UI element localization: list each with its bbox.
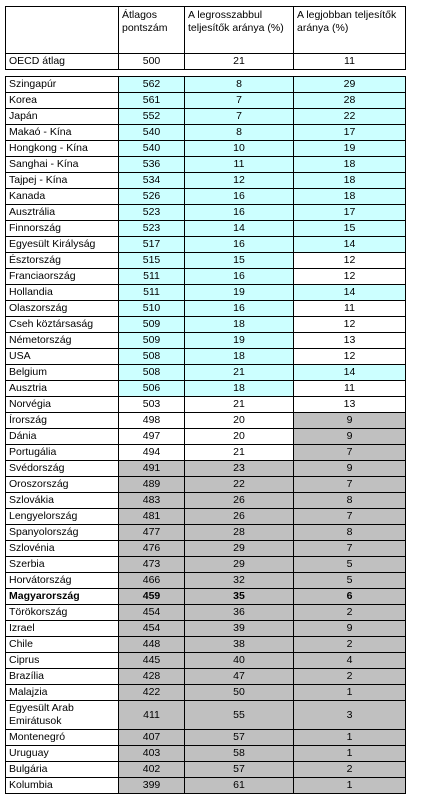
top-performers-cell: 1	[294, 685, 406, 701]
average-score-cell: 497	[119, 429, 185, 445]
low-performers-cell: 22	[185, 477, 294, 493]
country-name: Uruguay	[6, 746, 119, 762]
average-score-cell: 517	[119, 237, 185, 253]
header-low-performers: A legrosszabbul teljesítők aránya (%)	[185, 7, 294, 54]
top-performers-cell: 8	[294, 493, 406, 509]
results-table	[5, 6, 406, 794]
top-performers-cell: 14	[294, 365, 406, 381]
low-performers-cell: 61	[185, 778, 294, 794]
spacer-cell	[294, 70, 406, 77]
top-performers-cell: 7	[294, 445, 406, 461]
low-performers-cell: 20	[185, 413, 294, 429]
low-performers-cell: 55	[185, 701, 294, 730]
country-name: Izrael	[6, 621, 119, 637]
country-name: Horvátország	[6, 573, 119, 589]
table-row	[6, 141, 406, 157]
low-performers-cell: 47	[185, 669, 294, 685]
low-performers-cell: 16	[185, 205, 294, 221]
country-name: Ciprus	[6, 653, 119, 669]
top-performers-cell: 29	[294, 77, 406, 93]
top-performers-cell: 13	[294, 333, 406, 349]
table-row	[6, 730, 406, 746]
low-performers-cell: 29	[185, 557, 294, 573]
country-name: Norvégia	[6, 397, 119, 413]
table-row	[6, 77, 406, 93]
average-score-cell: 402	[119, 762, 185, 778]
country-name: Észtország	[6, 253, 119, 269]
average-score-cell: 403	[119, 746, 185, 762]
top-performers-cell: 12	[294, 253, 406, 269]
country-name: Németország	[6, 333, 119, 349]
average-score-cell: 399	[119, 778, 185, 794]
top-performers-cell: 14	[294, 237, 406, 253]
average-score-cell: 494	[119, 445, 185, 461]
average-score-cell: 552	[119, 109, 185, 125]
low-performers-cell: 18	[185, 381, 294, 397]
average-score-cell: 562	[119, 77, 185, 93]
top-performers-cell: 9	[294, 413, 406, 429]
table-row	[6, 365, 406, 381]
country-name: Törökország	[6, 605, 119, 621]
low-performers-cell: 35	[185, 589, 294, 605]
country-name: Hollandia	[6, 285, 119, 301]
low-performers-cell: 8	[185, 77, 294, 93]
top-performers-cell: 2	[294, 637, 406, 653]
country-name: Kolumbia	[6, 778, 119, 794]
header-row	[6, 7, 406, 54]
average-score-cell: 448	[119, 637, 185, 653]
average-score-cell: 491	[119, 461, 185, 477]
average-score-cell: 515	[119, 253, 185, 269]
table-row	[6, 125, 406, 141]
low-performers-cell: 19	[185, 285, 294, 301]
low-performers-cell: 57	[185, 762, 294, 778]
average-score-cell: 503	[119, 397, 185, 413]
low-performers-cell: 8	[185, 125, 294, 141]
low-performers-cell: 50	[185, 685, 294, 701]
table-row	[6, 397, 406, 413]
country-name: Makaó - Kína	[6, 125, 119, 141]
average-score-cell: 411	[119, 701, 185, 730]
average-score-cell: 536	[119, 157, 185, 173]
top-performers-cell: 8	[294, 525, 406, 541]
average-score-cell: 473	[119, 557, 185, 573]
table-row	[6, 701, 406, 730]
top-performers-cell: 18	[294, 189, 406, 205]
country-name: Tajpej - Kína	[6, 173, 119, 189]
top-performers-cell: 17	[294, 125, 406, 141]
top-performers-cell: 13	[294, 397, 406, 413]
country-name: Chile	[6, 637, 119, 653]
low-performers-cell: 18	[185, 349, 294, 365]
low-performers-cell: 14	[185, 221, 294, 237]
country-name: Spanyolország	[6, 525, 119, 541]
table-row	[6, 557, 406, 573]
top-performers-cell: 5	[294, 573, 406, 589]
top-performers-cell: 11	[294, 381, 406, 397]
average-score-cell: 523	[119, 221, 185, 237]
low-performers-cell: 40	[185, 653, 294, 669]
average-score-cell: 534	[119, 173, 185, 189]
top-performers-cell: 6	[294, 589, 406, 605]
country-name: Korea	[6, 93, 119, 109]
low-performers-cell: 7	[185, 109, 294, 125]
average-score-cell: 561	[119, 93, 185, 109]
country-name: Szlovénia	[6, 541, 119, 557]
country-name: Lengyelország	[6, 509, 119, 525]
country-name: Oroszország	[6, 477, 119, 493]
top-performers-cell: 3	[294, 701, 406, 730]
low-performers-cell: 16	[185, 237, 294, 253]
table-row	[6, 685, 406, 701]
average-score-cell: 407	[119, 730, 185, 746]
table-row	[6, 317, 406, 333]
country-name: Malajzia	[6, 685, 119, 701]
country-name: Szlovákia	[6, 493, 119, 509]
country-name: Egyesült Arab Emirátusok	[6, 701, 119, 730]
low-performers-cell: 20	[185, 429, 294, 445]
country-name: Szingapúr	[6, 77, 119, 93]
country-name: Ausztrália	[6, 205, 119, 221]
low-performers-cell: 7	[185, 93, 294, 109]
top-performers-cell: 18	[294, 157, 406, 173]
table-row	[6, 746, 406, 762]
country-name: Portugália	[6, 445, 119, 461]
low-performers-cell: 10	[185, 141, 294, 157]
average-score-cell: 459	[119, 589, 185, 605]
oecd-low: 21	[185, 54, 294, 70]
table-row	[6, 205, 406, 221]
top-performers-cell: 14	[294, 285, 406, 301]
table-row	[6, 778, 406, 794]
table-row	[6, 541, 406, 557]
table-row	[6, 93, 406, 109]
table-row	[6, 189, 406, 205]
table-row	[6, 221, 406, 237]
low-performers-cell: 28	[185, 525, 294, 541]
low-performers-cell: 16	[185, 189, 294, 205]
low-performers-cell: 12	[185, 173, 294, 189]
average-score-cell: 508	[119, 349, 185, 365]
country-name: Japán	[6, 109, 119, 125]
table-row	[6, 413, 406, 429]
table-row	[6, 285, 406, 301]
top-performers-cell: 4	[294, 653, 406, 669]
average-score-cell: 511	[119, 285, 185, 301]
average-score-cell: 454	[119, 605, 185, 621]
top-performers-cell: 9	[294, 429, 406, 445]
country-name: Ausztria	[6, 381, 119, 397]
country-name: Kanada	[6, 189, 119, 205]
average-score-cell: 489	[119, 477, 185, 493]
country-name: Franciaország	[6, 269, 119, 285]
low-performers-cell: 26	[185, 493, 294, 509]
country-name: Cseh köztársaság	[6, 317, 119, 333]
spacer-cell	[185, 70, 294, 77]
header-average-score: Átlagos pontszám	[119, 7, 185, 54]
top-performers-cell: 12	[294, 269, 406, 285]
table-row	[6, 237, 406, 253]
oecd-high: 11	[294, 54, 406, 70]
country-name: USA	[6, 349, 119, 365]
low-performers-cell: 36	[185, 605, 294, 621]
average-score-cell: 477	[119, 525, 185, 541]
country-name: Svédország	[6, 461, 119, 477]
low-performers-cell: 23	[185, 461, 294, 477]
oecd-label: OECD átlag	[6, 54, 119, 70]
average-score-cell: 509	[119, 317, 185, 333]
spacer-row	[6, 70, 406, 77]
table-row	[6, 333, 406, 349]
country-name: Írország	[6, 413, 119, 429]
spacer-cell	[6, 70, 119, 77]
top-performers-cell: 12	[294, 317, 406, 333]
table-row	[6, 301, 406, 317]
country-name: Egyesült Királyság	[6, 237, 119, 253]
average-score-cell: 540	[119, 141, 185, 157]
table-row	[6, 573, 406, 589]
table-row	[6, 762, 406, 778]
low-performers-cell: 29	[185, 541, 294, 557]
top-performers-cell: 1	[294, 778, 406, 794]
table-row	[6, 269, 406, 285]
top-performers-cell: 28	[294, 93, 406, 109]
table-row	[6, 381, 406, 397]
spacer-cell	[119, 70, 185, 77]
country-name: Szerbia	[6, 557, 119, 573]
low-performers-cell: 18	[185, 317, 294, 333]
table-row	[6, 461, 406, 477]
country-name: Hongkong - Kína	[6, 141, 119, 157]
top-performers-cell: 22	[294, 109, 406, 125]
low-performers-cell: 16	[185, 269, 294, 285]
average-score-cell: 510	[119, 301, 185, 317]
average-score-cell: 523	[119, 205, 185, 221]
low-performers-cell: 57	[185, 730, 294, 746]
top-performers-cell: 1	[294, 730, 406, 746]
low-performers-cell: 38	[185, 637, 294, 653]
table-row	[6, 621, 406, 637]
average-score-cell: 454	[119, 621, 185, 637]
average-score-cell: 466	[119, 573, 185, 589]
oecd-average-row	[6, 54, 406, 70]
average-score-cell: 445	[119, 653, 185, 669]
low-performers-cell: 39	[185, 621, 294, 637]
country-name: Bulgária	[6, 762, 119, 778]
average-score-cell: 483	[119, 493, 185, 509]
top-performers-cell: 7	[294, 541, 406, 557]
average-score-cell: 506	[119, 381, 185, 397]
top-performers-cell: 18	[294, 173, 406, 189]
table-row	[6, 589, 406, 605]
table-row	[6, 445, 406, 461]
average-score-cell: 509	[119, 333, 185, 349]
average-score-cell: 481	[119, 509, 185, 525]
top-performers-cell: 2	[294, 669, 406, 685]
country-name: Sanghai - Kína	[6, 157, 119, 173]
top-performers-cell: 2	[294, 605, 406, 621]
table-row	[6, 253, 406, 269]
average-score-cell: 422	[119, 685, 185, 701]
country-name: Brazília	[6, 669, 119, 685]
table-row	[6, 157, 406, 173]
table-row	[6, 493, 406, 509]
country-name: Dánia	[6, 429, 119, 445]
low-performers-cell: 19	[185, 333, 294, 349]
top-performers-cell: 17	[294, 205, 406, 221]
header-empty-cell	[6, 7, 119, 54]
top-performers-cell: 5	[294, 557, 406, 573]
average-score-cell: 428	[119, 669, 185, 685]
country-name: Magyarország	[6, 589, 119, 605]
average-score-cell: 511	[119, 269, 185, 285]
low-performers-cell: 11	[185, 157, 294, 173]
table-row	[6, 653, 406, 669]
low-performers-cell: 58	[185, 746, 294, 762]
table-row	[6, 109, 406, 125]
top-performers-cell: 11	[294, 301, 406, 317]
average-score-cell: 508	[119, 365, 185, 381]
top-performers-cell: 1	[294, 746, 406, 762]
country-name: Olaszország	[6, 301, 119, 317]
top-performers-cell: 2	[294, 762, 406, 778]
low-performers-cell: 21	[185, 365, 294, 381]
top-performers-cell: 7	[294, 509, 406, 525]
table-row	[6, 509, 406, 525]
top-performers-cell: 7	[294, 477, 406, 493]
low-performers-cell: 21	[185, 445, 294, 461]
table-row	[6, 605, 406, 621]
average-score-cell: 540	[119, 125, 185, 141]
table-row	[6, 669, 406, 685]
header-top-performers: A legjobban teljesítők aránya (%)	[294, 7, 406, 54]
low-performers-cell: 16	[185, 301, 294, 317]
table-row	[6, 429, 406, 445]
top-performers-cell: 19	[294, 141, 406, 157]
results-table-container	[5, 6, 406, 794]
low-performers-cell: 26	[185, 509, 294, 525]
average-score-cell: 526	[119, 189, 185, 205]
table-row	[6, 173, 406, 189]
table-row	[6, 525, 406, 541]
table-row	[6, 477, 406, 493]
top-performers-cell: 9	[294, 461, 406, 477]
country-name: Montenegró	[6, 730, 119, 746]
top-performers-cell: 15	[294, 221, 406, 237]
low-performers-cell: 15	[185, 253, 294, 269]
low-performers-cell: 21	[185, 397, 294, 413]
top-performers-cell: 9	[294, 621, 406, 637]
country-name: Belgium	[6, 365, 119, 381]
average-score-cell: 476	[119, 541, 185, 557]
oecd-score: 500	[119, 54, 185, 70]
table-row	[6, 349, 406, 365]
top-performers-cell: 12	[294, 349, 406, 365]
average-score-cell: 498	[119, 413, 185, 429]
country-name: Finnország	[6, 221, 119, 237]
table-row	[6, 637, 406, 653]
low-performers-cell: 32	[185, 573, 294, 589]
